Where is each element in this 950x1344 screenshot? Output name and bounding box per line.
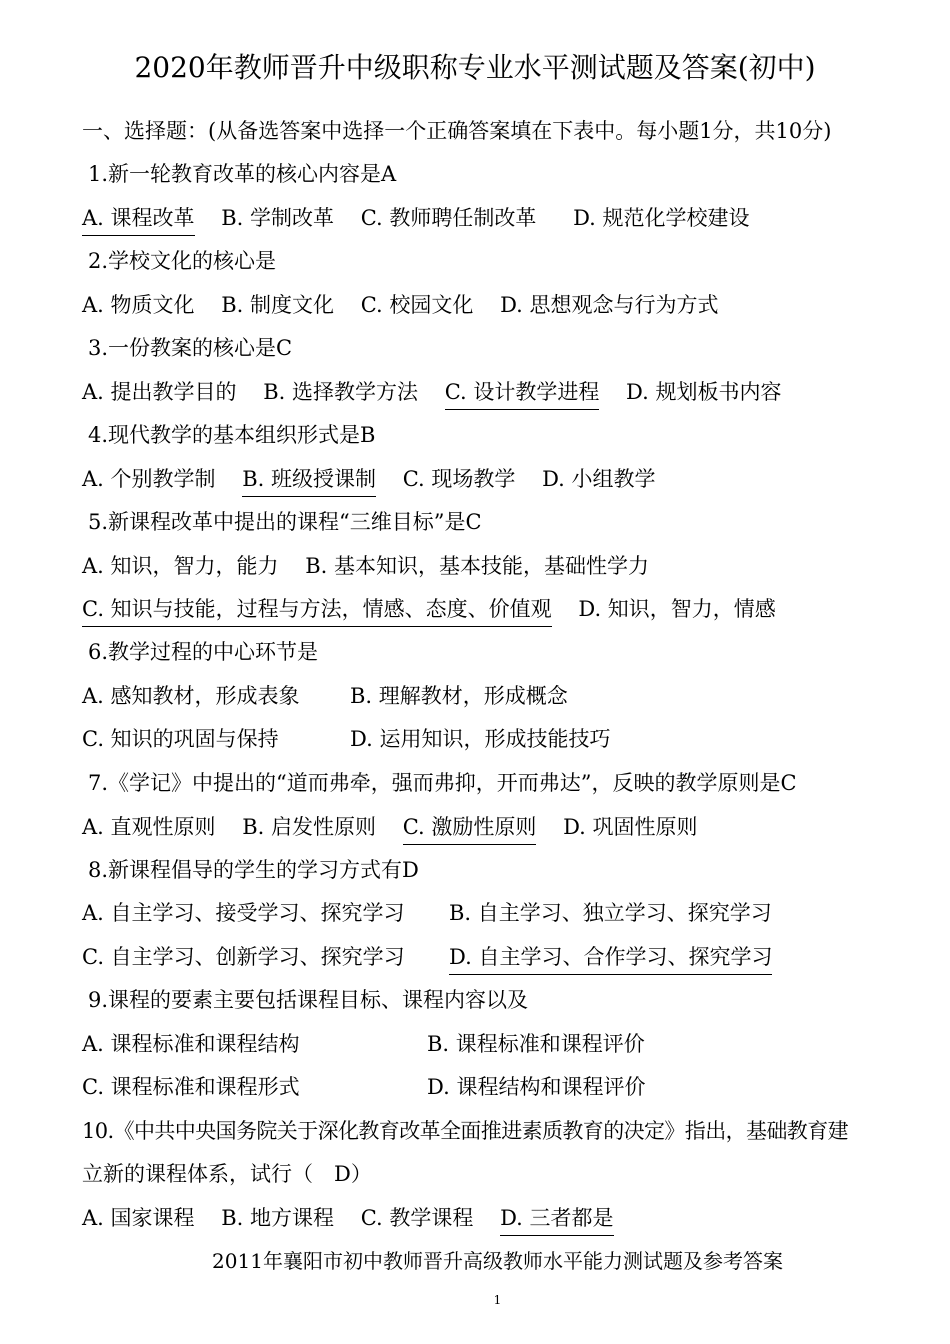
option-d-answer: D. 三者都是 [500, 1203, 613, 1236]
option-c: C. 校园文化 [360, 293, 474, 317]
option-d: D. 规范化学校建设 [573, 206, 750, 230]
option-c: C. 教师聘任制改革 [360, 206, 537, 230]
option-d: D. 知识，智力，情感 [578, 597, 776, 621]
question-9-options-row1 [82, 1029, 782, 1059]
question-5-options-row2 [82, 594, 776, 627]
option-c: C. 知识的巩固与保持 [82, 727, 279, 751]
question-1-stem: 1.新一轮教育改革的核心内容是A [88, 162, 397, 186]
question-7-options [82, 812, 698, 845]
question-2-options [82, 290, 719, 320]
option-c: C. 自主学习、创新学习、探究学习 [82, 945, 405, 969]
option-d-answer: D. 自主学习、合作学习、探究学习 [449, 942, 772, 975]
option-a: A. 课程标准和课程结构 [82, 1032, 300, 1056]
next-document-title: 2011年襄阳市初中教师晋升高级教师水平能力测试题及参考答案 [212, 1249, 783, 1273]
option-a: A. 感知教材，形成表象 [82, 684, 300, 708]
option-c: C. 教学课程 [360, 1206, 474, 1230]
option-a: A. 提出教学目的 [82, 380, 237, 404]
question-10-stem-line1: 10.《中共中央国务院关于深化教育改革全面推进素质教育的决定》指出，基础教育建 [82, 1119, 848, 1143]
question-5-stem: 5.新课程改革中提出的课程“三维目标”是C [88, 510, 482, 534]
question-10-options [82, 1203, 614, 1236]
option-d: D. 思想观念与行为方式 [500, 293, 719, 317]
option-c-answer: C. 设计教学进程 [445, 377, 600, 410]
question-10-stem-line2: 立新的课程体系，试行（ D） [82, 1162, 372, 1186]
option-a: A. 个别教学制 [82, 467, 216, 491]
option-c: C. 课程标准和课程形式 [82, 1075, 300, 1099]
question-3-stem: 3.一份教案的核心是C [88, 336, 293, 360]
option-c-answer: C. 激励性原则 [403, 812, 537, 845]
option-d: D. 巩固性原则 [563, 815, 698, 839]
question-6-options-row2 [82, 724, 682, 754]
option-b: B. 理解教材，形成概念 [350, 684, 568, 708]
option-a-answer: A. 课程改革 [82, 203, 195, 236]
question-1-options [82, 203, 750, 236]
option-c: C. 现场教学 [402, 467, 516, 491]
question-6-stem: 6.教学过程的中心环节是 [88, 640, 319, 664]
question-8-options-row2 [82, 942, 842, 972]
option-b: B. 学制改革 [221, 206, 335, 230]
question-5-options-row1 [82, 551, 649, 581]
page-title: 2020年教师晋升中级职称专业水平测试题及答案(初中) [134, 51, 816, 84]
option-b: B. 选择教学方法 [263, 380, 418, 404]
option-c-answer: C. 知识与技能，过程与方法，情感、态度、价值观 [82, 594, 552, 627]
option-d: D. 规划板书内容 [626, 380, 782, 404]
section-heading: 一、选择题：(从备选答案中选择一个正确答案填在下表中。每小题1分，共10分) [82, 119, 832, 143]
question-8-options-row1 [82, 898, 842, 928]
option-d: D. 课程结构和课程评价 [427, 1075, 646, 1099]
question-7-stem: 7.《学记》中提出的“道而弗牵，强而弗抑，开而弗达”，反映的教学原则是C [88, 771, 797, 795]
option-a: A. 知识，智力，能力 [82, 554, 279, 578]
option-a: A. 自主学习、接受学习、探究学习 [82, 901, 405, 925]
question-8-stem: 8.新课程倡导的学生的学习方式有D [88, 858, 419, 882]
option-d: D. 小组教学 [542, 467, 656, 491]
question-6-options-row1 [82, 681, 682, 711]
option-b: B. 启发性原则 [242, 815, 377, 839]
question-3-options [82, 377, 782, 410]
option-a: A. 国家课程 [82, 1206, 195, 1230]
option-d: D. 运用知识，形成技能技巧 [350, 727, 611, 751]
option-b: B. 制度文化 [221, 293, 335, 317]
option-a: A. 物质文化 [82, 293, 195, 317]
option-b-answer: B. 班级授课制 [242, 464, 376, 497]
option-b: B. 地方课程 [221, 1206, 335, 1230]
option-b: B. 课程标准和课程评价 [427, 1032, 645, 1056]
question-9-options-row2 [82, 1072, 782, 1102]
question-4-stem: 4.现代教学的基本组织形式是B [88, 423, 376, 447]
option-b: B. 基本知识，基本技能，基础性学力 [305, 554, 649, 578]
question-4-options [82, 464, 656, 497]
page-number: 1 [493, 1293, 502, 1307]
option-a: A. 直观性原则 [82, 815, 216, 839]
question-2-stem: 2.学校文化的核心是 [88, 249, 277, 273]
option-b: B. 自主学习、独立学习、探究学习 [449, 901, 772, 925]
question-9-stem: 9.课程的要素主要包括课程目标、课程内容以及 [88, 988, 529, 1012]
